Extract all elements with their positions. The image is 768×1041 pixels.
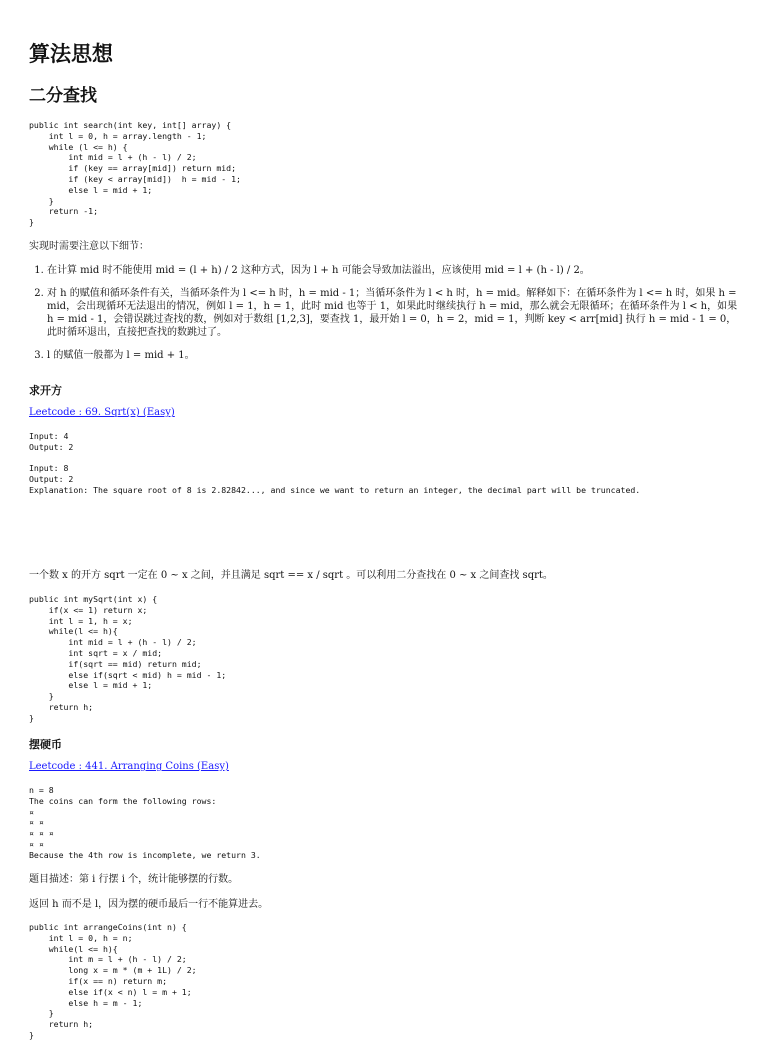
leetcode-441-link[interactable]: Leetcode : 441. Arranging Coins (Easy) <box>29 761 229 772</box>
sqrt-description: 一个数 x 的开方 sqrt 一定在 0 ~ x 之间，并且满足 sqrt == x / sqrt 。可以利用二分查找在 0 ~ x 之间查找 sqrt。 <box>29 570 553 581</box>
sqrt-example-block: Input: 4 Output: 2 Input: 8 Output: 2 Explanation: The square root of 8 is 2.82842..., and since we want to return an integer, the decimal part will be truncated. <box>29 431 641 495</box>
notes-list <box>29 264 741 372</box>
note-item: 2. 对 h 的赋值和循环条件有关，当循环条件为 l <= h 时，h = mid - 1；当循环条件为 l < h 时，h = mid。解释如下：在循环条件为 l <= h 时，如果 h = mid，会出现循环无法退出的情况，例如 l = 1，h = 1，此时 mid 也等于 1，如果此时继续执行 h = mid，那么就会无限循环；在循环条件为 l < h，如果 h = mid - 1，会错误跳过查找的数，例如对于数组 [1,2,3]，要查找 1，最开始 l = 0，h = 2，mid = 1，判断 key < arr[mid] 执行 h = mid - 1 = 0，此时循环退出，直接把查找的数跳过了。 <box>47 287 741 339</box>
coins-example-block: n = 8 The coins can form the following rows: ¤ ¤ ¤ ¤ ¤ ¤ ¤ ¤ Because the 4th row is incomplete, we return 3. <box>29 785 261 860</box>
coins-description: 题目描述：第 i 行摆 i 个，统计能够摆的行数。 <box>29 874 239 885</box>
binary-search-code-block: public int search(int key, int[] array) { int l = 0, h = array.length - 1; while (l <= h) { int mid = l + (h - l) / 2; if (key == array[mid]) return mid; if (key < array[mid]) h = mid - 1; else l = mid + 1; } return -1; } <box>29 120 241 228</box>
subsection-title-coins: 摆硬币 <box>29 738 62 751</box>
note-item: 3. l 的赋值一般都为 l = mid + 1。 <box>47 349 741 362</box>
subsection-title-sqrt: 求开方 <box>29 384 62 397</box>
page-title: 算法思想 <box>29 42 113 66</box>
coins-return-note: 返回 h 而不是 l，因为摆的硬币最后一行不能算进去。 <box>29 899 269 910</box>
section-title-binary-search: 二分查找 <box>29 86 97 106</box>
sqrt-code-block: public int mySqrt(int x) { if(x <= 1) return x; int l = 1, h = x; while(l <= h){ int mid = l + (h - l) / 2; int sqrt = x / mid; if(sqrt == mid) return mid; else if(sqrt < mid) h = mid - 1; else l = mid + 1; } return h; } <box>29 594 227 723</box>
note-item: 1. 在计算 mid 时不能使用 mid = (l + h) / 2 这种方式，因为 l + h 可能会导致加法溢出，应该使用 mid = l + (h - l) / 2。 <box>47 264 741 277</box>
leetcode-69-link[interactable]: Leetcode : 69. Sqrt(x) (Easy) <box>29 407 175 418</box>
notes-intro: 实现时需要注意以下细节： <box>29 241 149 252</box>
coins-code-block: public int arrangeCoins(int n) { int l = 0, h = n; while(l <= h){ int m = l + (h - l) / 2; long x = m * (m + 1L) / 2; if(x == n) return m; else if(x < n) l = m + 1; else h = m - 1; } return h; } <box>29 922 197 1040</box>
